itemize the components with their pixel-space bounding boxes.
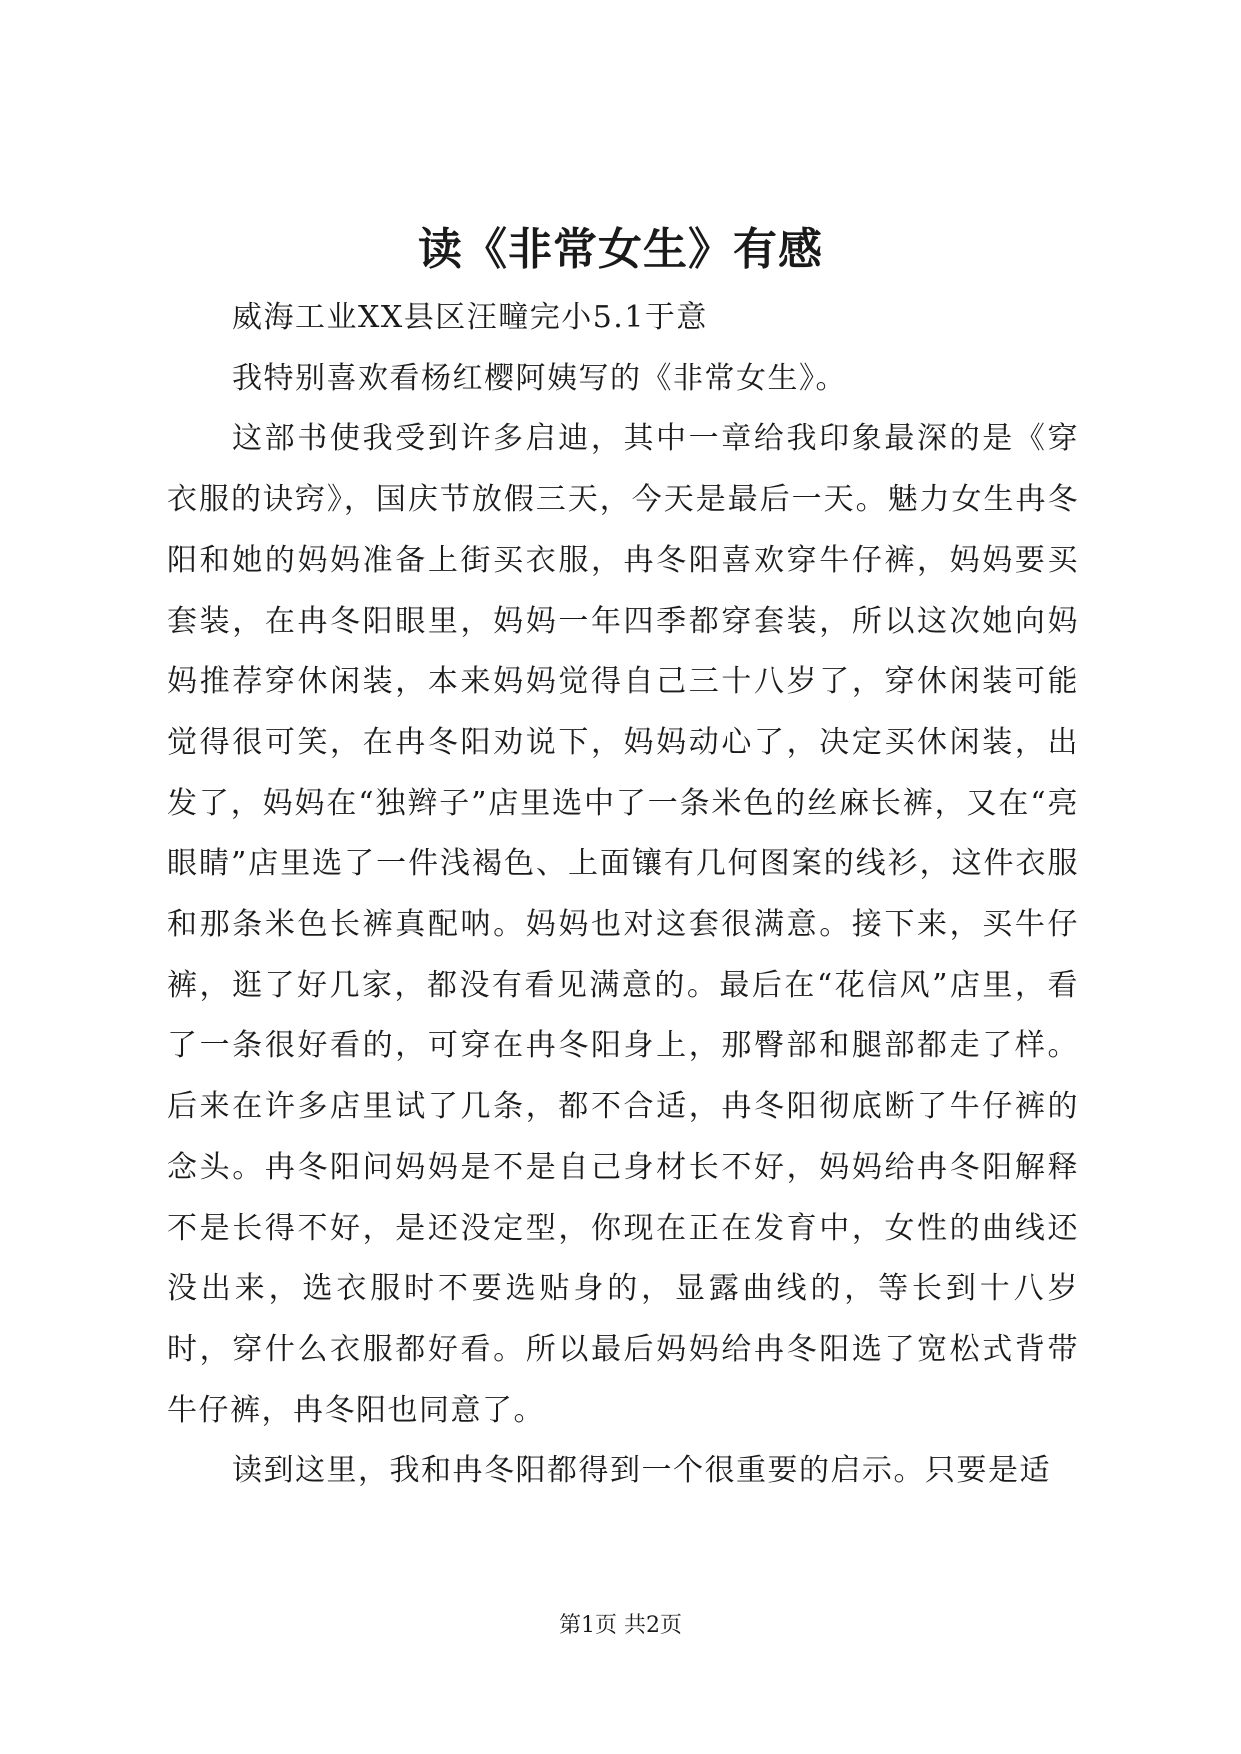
body-paragraph: 这部书使我受到许多启迪，其中一章给我印象最深的是《穿衣服的诀窍》，国庆节放假三天，今天是最后一天。魅力女生冉冬阳和她的妈妈准备上街买衣服，冉冬阳喜欢穿牛仔裤，妈妈要买套装，在冉冬阳眼里，妈妈一年四季都穿套装，所以这次她向妈妈推荐穿休闲装，本来妈妈觉得自己三十八岁了，穿休闲装可能觉得很可笑，在冉冬阳劝说下，妈妈动心了，决定买休闲装，出发了，妈妈在“独辫子”店里选中了一条米色的丝麻长裤，又在“亮眼睛”店里选了一件浅褐色、上面镶有几何图案的线衫，这件衣服和那条米色长裤真配呐。妈妈也对这套很满意。接下来，买牛仔裤，逛了好几家，都没有看见满意的。最后在“花信风”店里，看了一条很好看的，可穿在冉冬阳身上，那臀部和腿部都走了样。后来在许多店里试了几条，都不合适，冉冬阳彻底断了牛仔裤的念头。冉冬阳问妈妈是不是自己身材长不好，妈妈给冉冬阳解释不是长得不好，是还没定型，你现在正在发育中，女性的曲线还没出来，选衣服时不要选贴身的，显露曲线的，等长到十八岁时，穿什么衣服都好看。所以最后妈妈给冉冬阳选了宽松式背带牛仔裤，冉冬阳也同意了。 [167, 421, 1079, 1428]
document-title: 读《非常女生》有感 [418, 224, 823, 275]
body-paragraph: 我特别喜欢看杨红樱阿姨写的《非常女生》。 [232, 360, 847, 396]
body-paragraph: 读到这里，我和冉冬阳都得到一个很重要的启示。只要是适 [232, 1453, 1051, 1489]
document-body [167, 288, 1079, 1502]
author-line: 威海工业XX县区汪疃完小5.1于意 [232, 300, 708, 335]
page-number-footer: 第1页 共2页 [559, 1613, 682, 1638]
